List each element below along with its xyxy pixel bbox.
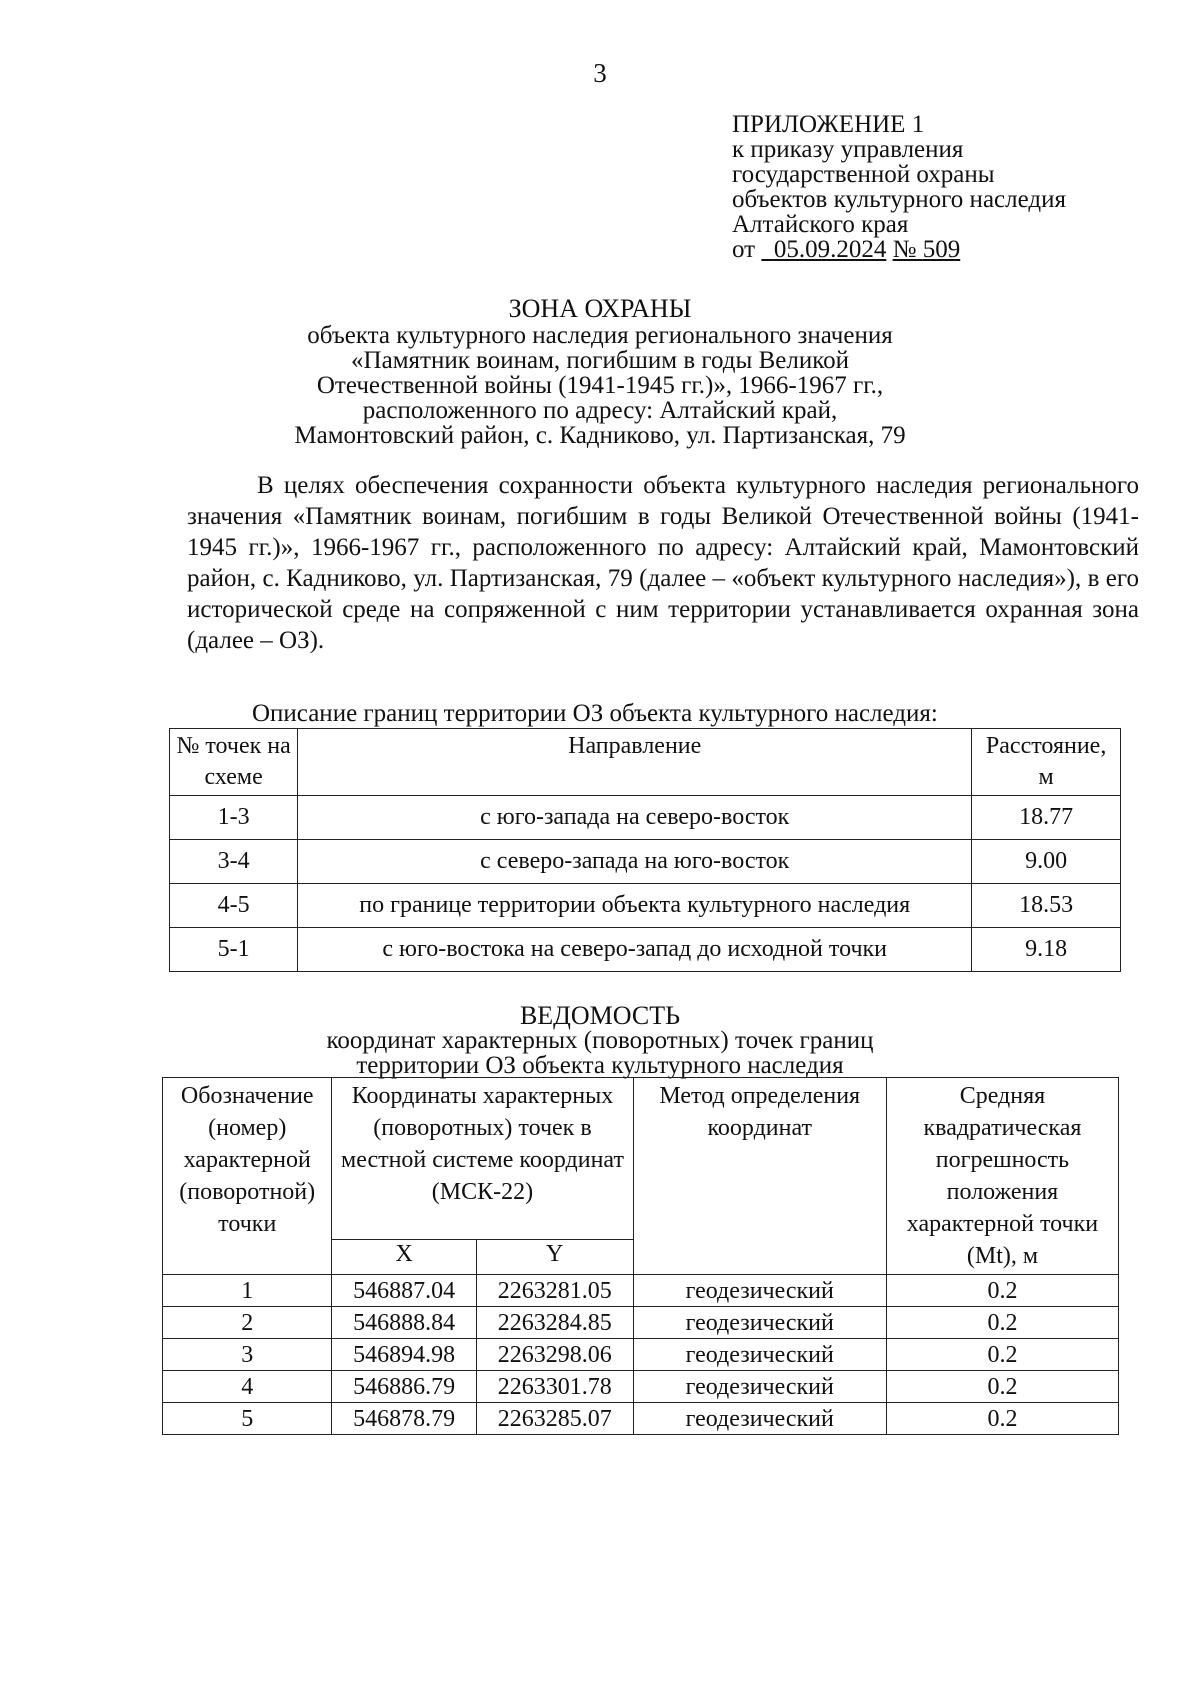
vedomost-subtitle-line: территории ОЗ объекта культурного наследия bbox=[356, 1052, 844, 1079]
header-distance: Расстояние, м bbox=[972, 729, 1121, 796]
appendix-line: Алтайского края bbox=[732, 211, 909, 238]
appendix-line: к приказу управления bbox=[732, 136, 964, 163]
boundary-table-header bbox=[170, 729, 1121, 796]
cell-distance: 9.00 bbox=[972, 840, 1121, 884]
zone-subtitle-line: расположенного по адресу: Алтайский край, bbox=[362, 397, 838, 424]
vedomost-heading bbox=[0, 1003, 1200, 1078]
cell-distance: 9.18 bbox=[972, 928, 1121, 972]
appendix-line: государственной охраны bbox=[732, 161, 995, 188]
table-row bbox=[163, 1339, 1119, 1371]
cell-direction: с юго-запада на северо-восток bbox=[298, 796, 972, 840]
coordinates-table bbox=[162, 1077, 1119, 1435]
vedomost-title: ВЕДОМОСТЬ bbox=[519, 1001, 681, 1030]
number-sign: № bbox=[892, 236, 917, 263]
cell-points: 5-1 bbox=[170, 928, 298, 972]
zone-subtitle-line: Мамонтовский район, с. Кадниково, ул. Партизанская, 79 bbox=[294, 422, 906, 449]
order-number-value: 509 bbox=[922, 236, 961, 263]
cell-points: 4-5 bbox=[170, 884, 298, 928]
cell-error: 0.2 bbox=[886, 1403, 1118, 1435]
zone-subtitle-line: «Памятник воинам, погибшим в годы Великой bbox=[351, 347, 849, 374]
table-row bbox=[163, 1403, 1119, 1435]
cell-y: 2263301.78 bbox=[476, 1371, 633, 1403]
cell-x: 546888.84 bbox=[332, 1307, 476, 1339]
cell-distance: 18.53 bbox=[972, 884, 1121, 928]
zone-subtitle-line: Отечественной войны (1941-1945 гг.)», 1966-1967 гг., bbox=[316, 372, 884, 399]
header-points: № точек на схеме bbox=[170, 729, 298, 796]
cell-point-number: 5 bbox=[163, 1403, 332, 1435]
cell-method: геодезический bbox=[633, 1403, 886, 1435]
header-designation: Обозначение (номер) характерной (поворотной) точки bbox=[163, 1078, 332, 1275]
table-row bbox=[163, 1371, 1119, 1403]
cell-x: 546886.79 bbox=[332, 1371, 476, 1403]
zone-heading bbox=[0, 296, 1200, 448]
date-prefix: от bbox=[732, 236, 756, 263]
page-number: 3 bbox=[593, 58, 607, 88]
intro-paragraph-block bbox=[187, 470, 1139, 656]
cell-error: 0.2 bbox=[886, 1371, 1118, 1403]
table-row bbox=[170, 884, 1121, 928]
appendix-title: ПРИЛОЖЕНИЕ 1 bbox=[732, 111, 925, 138]
cell-method: геодезический bbox=[633, 1275, 886, 1307]
boundary-table bbox=[169, 728, 1121, 972]
cell-error: 0.2 bbox=[886, 1307, 1118, 1339]
cell-x: 546887.04 bbox=[332, 1275, 476, 1307]
cell-y: 2263285.07 bbox=[476, 1403, 633, 1435]
cell-direction: с северо-запада на юго-восток bbox=[298, 840, 972, 884]
header-y: Y bbox=[476, 1239, 633, 1274]
cell-error: 0.2 bbox=[886, 1275, 1118, 1307]
zone-subtitle-line: объекта культурного наследия регионального значения bbox=[307, 322, 893, 349]
header-coordinates: Координаты характерных (поворотных) точек в местной системе координат (МСК-22) bbox=[332, 1078, 633, 1240]
cell-x: 546894.98 bbox=[332, 1339, 476, 1371]
appendix-line: объектов культурного наследия bbox=[732, 186, 1066, 213]
table-row bbox=[170, 796, 1121, 840]
boundary-table-caption: Описание границ территории ОЗ объекта культурного наследия: bbox=[252, 700, 938, 727]
cell-method: геодезический bbox=[633, 1339, 886, 1371]
header-error: Средняя квадратическая погрешность положения характерной точки (Mt), м bbox=[886, 1078, 1118, 1275]
appendix-block bbox=[732, 112, 1066, 262]
table-row bbox=[170, 840, 1121, 884]
intro-paragraph: В целях обеспечения сохранности объекта культурного наследия регионального значения «Памятник воинам, погибшим в годы Великой Отечественной войны (1941-1945 гг.)», 1966-1967 гг., расположенного по адресу: Алтайский край, Мамонтовский район, с. Кадниково, ул. Партизанская, 79 (далее – «объект культурного наследия»), в его исторической среде на сопряженной с ним территории устанавливается охранная зона (далее – ОЗ). bbox=[187, 472, 1139, 654]
cell-point-number: 1 bbox=[163, 1275, 332, 1307]
cell-method: геодезический bbox=[633, 1307, 886, 1339]
header-method: Метод определения координат bbox=[633, 1078, 886, 1275]
order-number bbox=[893, 236, 961, 263]
cell-points: 3-4 bbox=[170, 840, 298, 884]
table-row bbox=[163, 1275, 1119, 1307]
table-row bbox=[170, 928, 1121, 972]
cell-point-number: 3 bbox=[163, 1339, 332, 1371]
order-date bbox=[761, 236, 886, 263]
appendix-date-line bbox=[732, 237, 1066, 262]
coordinates-table-header bbox=[163, 1078, 1119, 1240]
cell-point-number: 4 bbox=[163, 1371, 332, 1403]
vedomost-subtitle-line: координат характерных (поворотных) точек границ bbox=[326, 1027, 874, 1054]
cell-points: 1-3 bbox=[170, 796, 298, 840]
cell-y: 2263298.06 bbox=[476, 1339, 633, 1371]
cell-error: 0.2 bbox=[886, 1339, 1118, 1371]
zone-title: ЗОНА ОХРАНЫ bbox=[508, 294, 692, 323]
cell-distance: 18.77 bbox=[972, 796, 1121, 840]
cell-direction: по границе территории объекта культурного наследия bbox=[298, 884, 972, 928]
header-x: X bbox=[332, 1239, 476, 1274]
cell-method: геодезический bbox=[633, 1371, 886, 1403]
header-direction: Направление bbox=[298, 729, 972, 796]
table-row bbox=[163, 1307, 1119, 1339]
cell-direction: с юго-востока на северо-запад до исходной точки bbox=[298, 928, 972, 972]
order-date-value: 05.09.2024 bbox=[773, 236, 887, 263]
cell-y: 2263281.05 bbox=[476, 1275, 633, 1307]
cell-y: 2263284.85 bbox=[476, 1307, 633, 1339]
cell-x: 546878.79 bbox=[332, 1403, 476, 1435]
cell-point-number: 2 bbox=[163, 1307, 332, 1339]
